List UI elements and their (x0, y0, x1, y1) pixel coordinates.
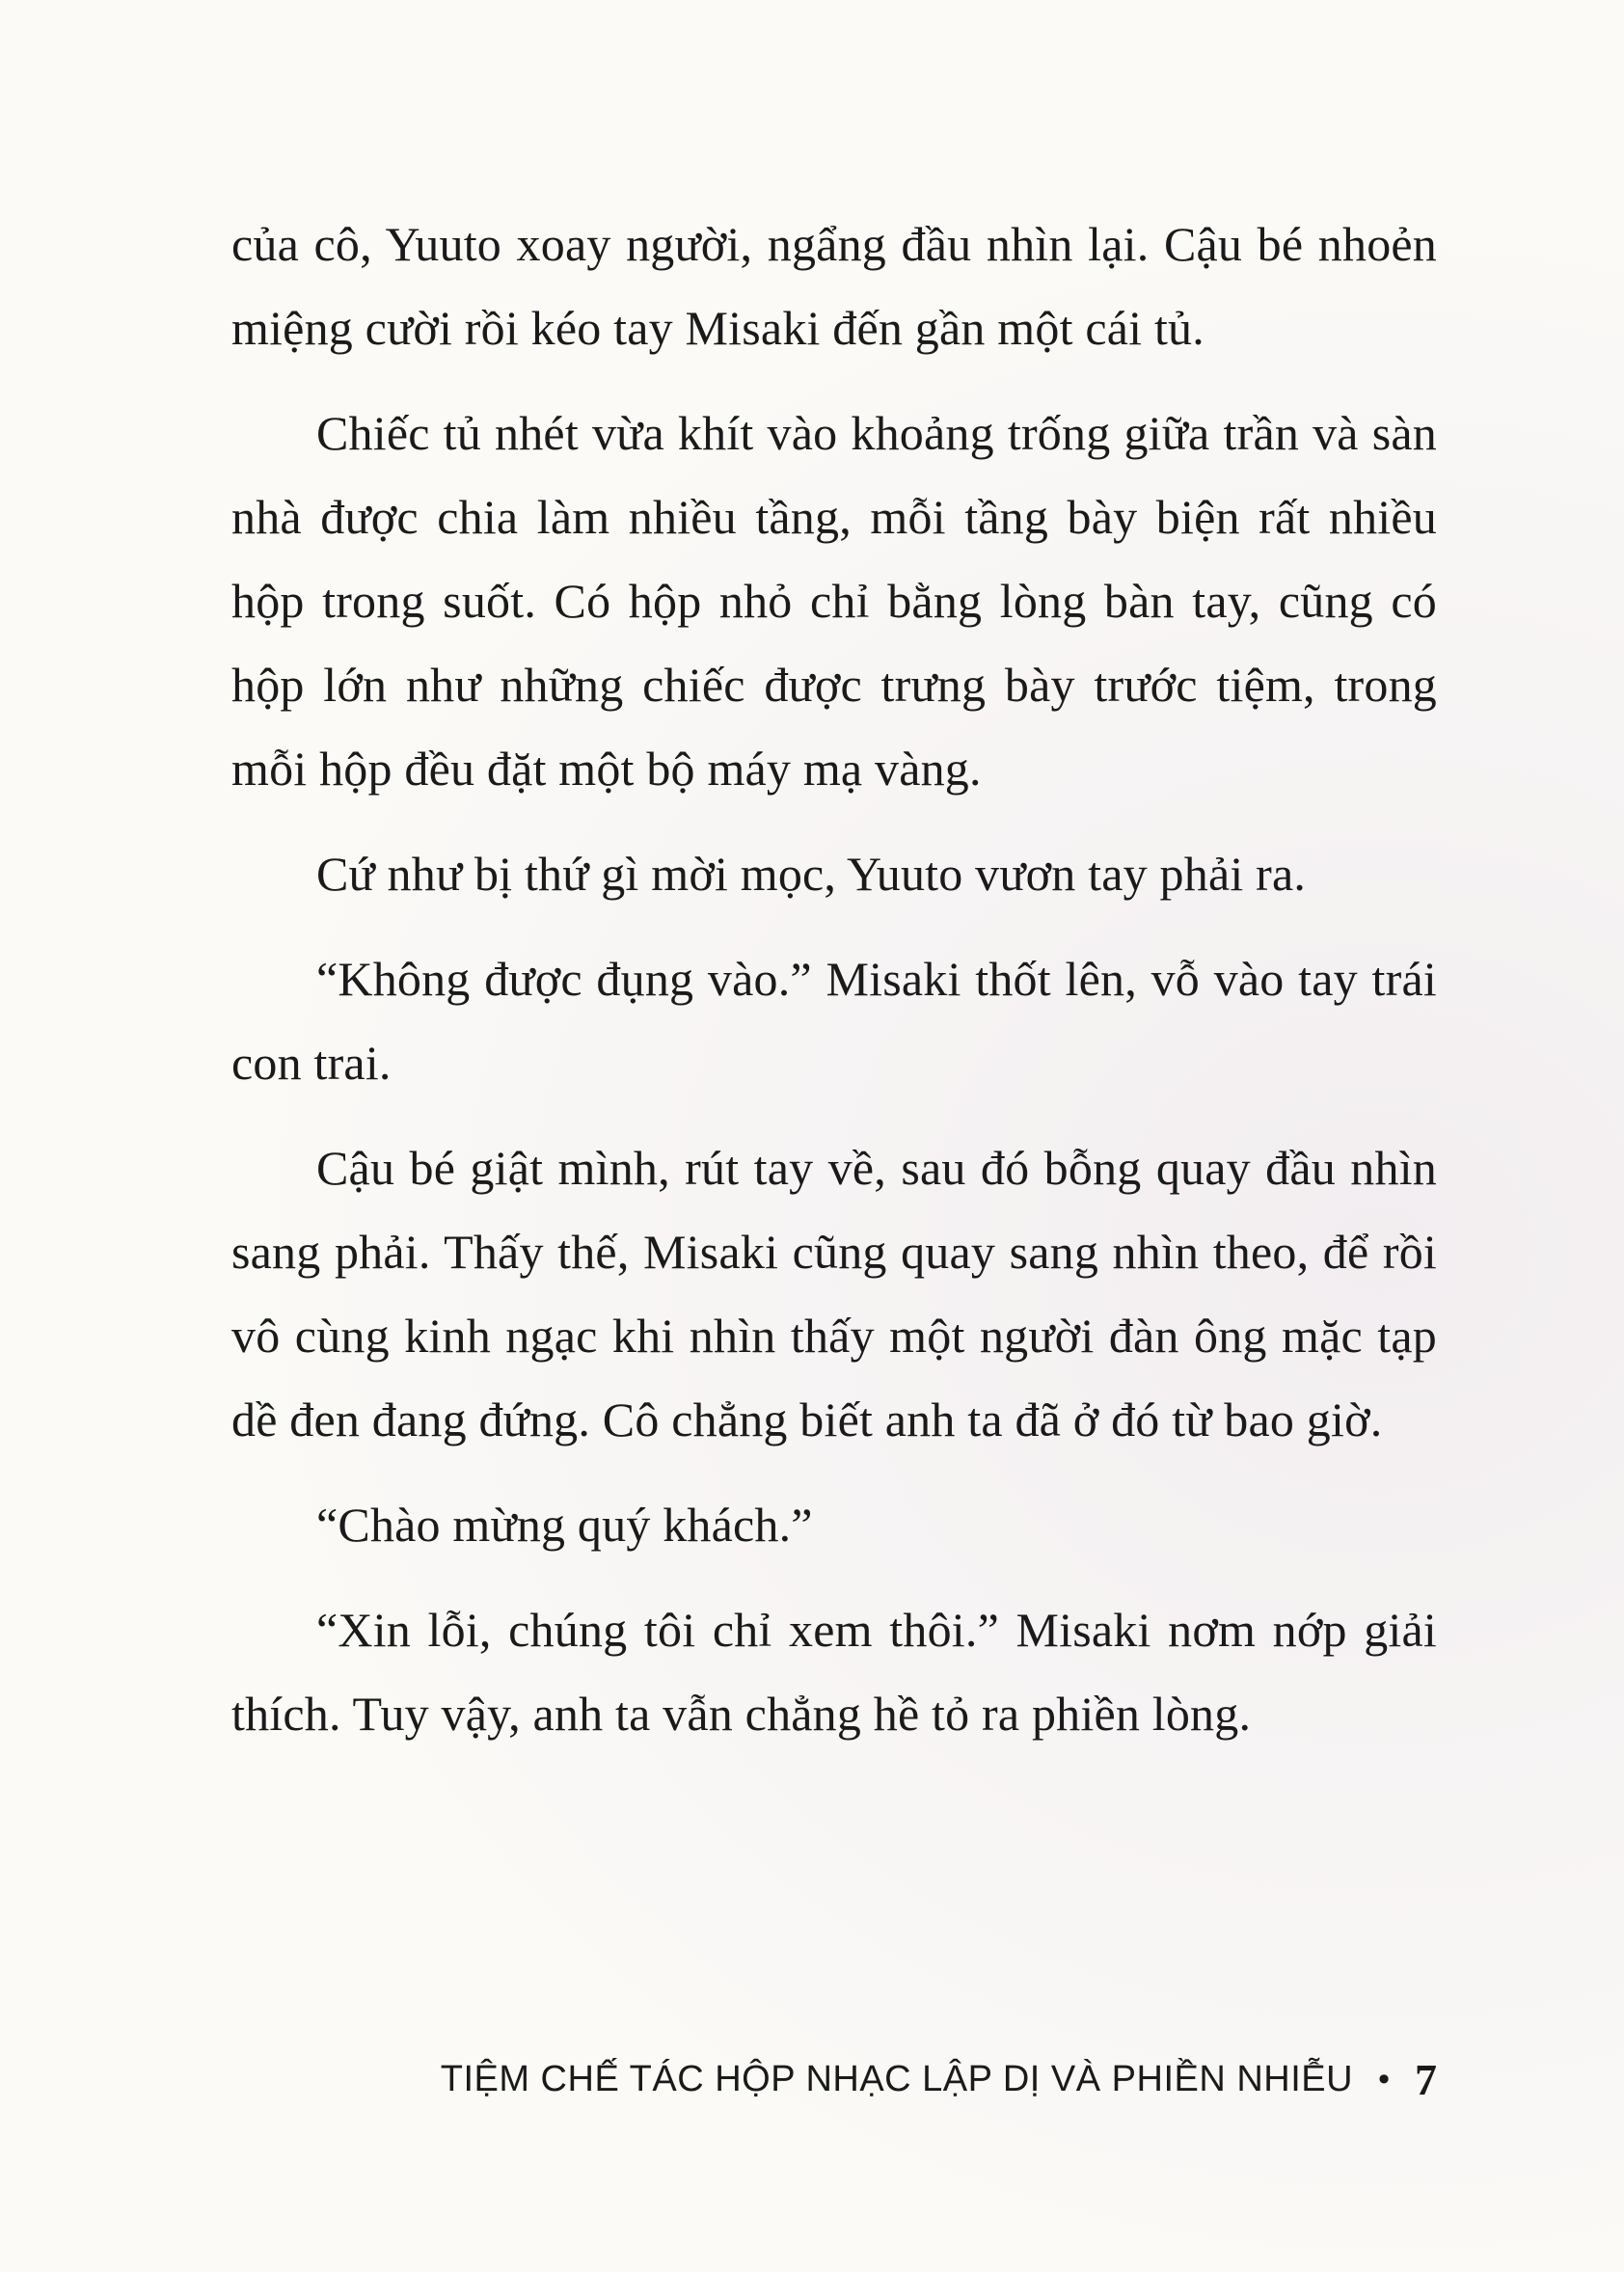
paragraph: Cứ như bị thứ gì mời mọc, Yuuto vươn tay phải ra. (316, 847, 1307, 901)
paragraph: Chiếc tủ nhét vừa khít vào khoảng trống giữa trần và sàn nhà được chia làm nhiều tầng, mỗi tầng bày biện rất nhiều hộp trong suốt. Có hộp nhỏ chỉ bằng lòng bàn tay, cũng có hộp lớn như những chiếc được trưng bày trước tiệm, trong mỗi hộp đều đặt một bộ máy mạ vàng. (231, 406, 1437, 796)
bullet-separator: • (1378, 2061, 1390, 2097)
paragraph: “Xin lỗi, chúng tôi chỉ xem thôi.” Misaki nơm nớp giải thích. Tuy vậy, anh ta vẫn chẳng hề tỏ ra phiền lòng. (231, 1603, 1437, 1741)
paragraph: của cô, Yuuto xoay người, ngẩng đầu nhìn lại. Cậu bé nhoẻn miệng cười rồi kéo tay Misaki đến gần một cái tủ. (231, 217, 1437, 355)
running-title: TIỆM CHẾ TÁC HỘP NHẠC LẬP DỊ VÀ PHIỀN NHIỄU (440, 2059, 1354, 2099)
page-footer (328, 2054, 1437, 2105)
page-number: 7 (1415, 2055, 1437, 2104)
paragraph: “Chào mừng quý khách.” (316, 1498, 813, 1552)
body-text (231, 203, 1437, 1777)
paragraph: Cậu bé giật mình, rút tay về, sau đó bỗng quay đầu nhìn sang phải. Thấy thế, Misaki cũng quay sang nhìn theo, để rồi vô cùng kinh ngạc khi nhìn thấy một người đàn ông mặc tạp dề đen đang đứng. Cô chẳng biết anh ta đã ở đó từ bao giờ. (231, 1141, 1437, 1447)
paragraph: “Không được đụng vào.” Misaki thốt lên, vỗ vào tay trái con trai. (231, 952, 1437, 1090)
